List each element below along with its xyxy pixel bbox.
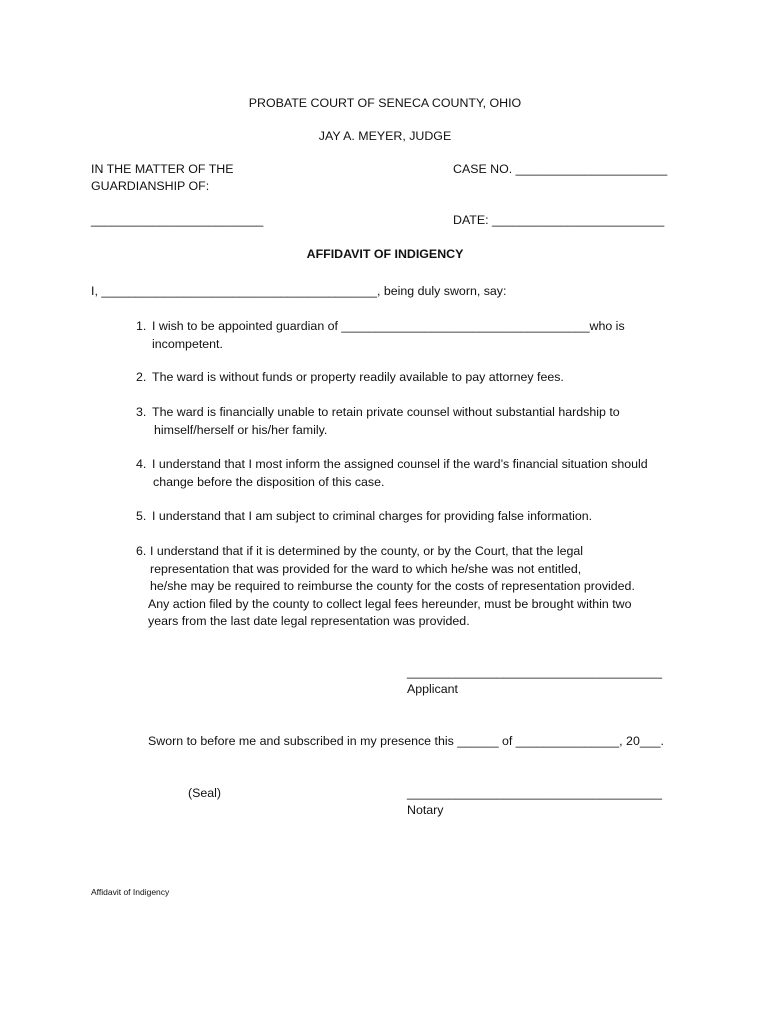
list-item xyxy=(136,543,696,633)
ward-name-blank: _________________________ xyxy=(91,213,264,227)
applicant-label: Applicant xyxy=(407,682,458,696)
page-footer: Affidavit of Indigency xyxy=(91,887,170,897)
list-item xyxy=(136,508,696,526)
item-number: 2. xyxy=(136,370,147,384)
matter-line-1: IN THE MATTER OF THE xyxy=(91,162,234,176)
seal-label: (Seal) xyxy=(188,786,222,800)
item-number: 4. xyxy=(136,457,147,471)
item-text-line: The ward is without funds or property readily available to pay attorney fees. xyxy=(152,370,564,384)
notary-label: Notary xyxy=(407,803,444,817)
item-text-line: himself/herself or his/her family. xyxy=(154,422,328,437)
item-text-line: years from the last date legal representation was provided. xyxy=(148,614,470,628)
matter-line-2: GUARDIANSHIP OF: xyxy=(91,179,210,193)
item-text-line: I wish to be appointed guardian of ____________________________________who is xyxy=(152,319,625,333)
item-text-line: I understand that I am subject to criminal charges for providing false information. xyxy=(152,509,593,523)
list-item xyxy=(136,456,696,492)
item-text-line: he/she may be required to reimburse the county for the costs of representation provided. xyxy=(150,579,635,593)
item-text-line: The ward is financially unable to retain private counsel without substantial hardship to xyxy=(152,405,620,419)
case-number-field: CASE NO. ______________________ xyxy=(453,162,668,176)
item-text-line: change before the disposition of this case. xyxy=(153,474,385,489)
item-number: 5. xyxy=(136,509,147,523)
item-number: 1. xyxy=(136,319,147,333)
item-text-line: Any action filed by the county to collect legal fees hereunder, must be brought within two xyxy=(148,596,632,611)
judge-heading: JAY A. MEYER, JUDGE xyxy=(318,129,452,143)
applicant-signature-line: _____________________________________ xyxy=(407,665,662,679)
list-item xyxy=(136,318,696,354)
item-number: 6. xyxy=(136,544,147,558)
list-item xyxy=(136,369,696,387)
date-field: DATE: _________________________ xyxy=(453,213,665,227)
notary-signature-line: _____________________________________ xyxy=(407,786,662,800)
item-text-line: I understand that I most inform the assigned counsel if the ward’s financial situation should xyxy=(152,457,648,471)
item-number: 3. xyxy=(136,405,147,419)
document-title: AFFIDAVIT OF INDIGENCY xyxy=(306,247,464,261)
list-item xyxy=(136,404,696,440)
court-heading: PROBATE COURT OF SENECA COUNTY, OHIO xyxy=(248,96,522,110)
sworn-statement: Sworn to before me and subscribed in my presence this ______ of _______________, 20___. xyxy=(148,734,664,748)
item-text-line: I understand that if it is determined by the county, or by the Court, that the legal xyxy=(150,544,584,558)
item-text-line: incompetent. xyxy=(152,336,223,351)
item-text-line: representation that was provided for the ward to which he/she was not entitled, xyxy=(150,561,582,576)
affiant-intro: I, ________________________________________, being duly sworn, say: xyxy=(91,284,507,298)
